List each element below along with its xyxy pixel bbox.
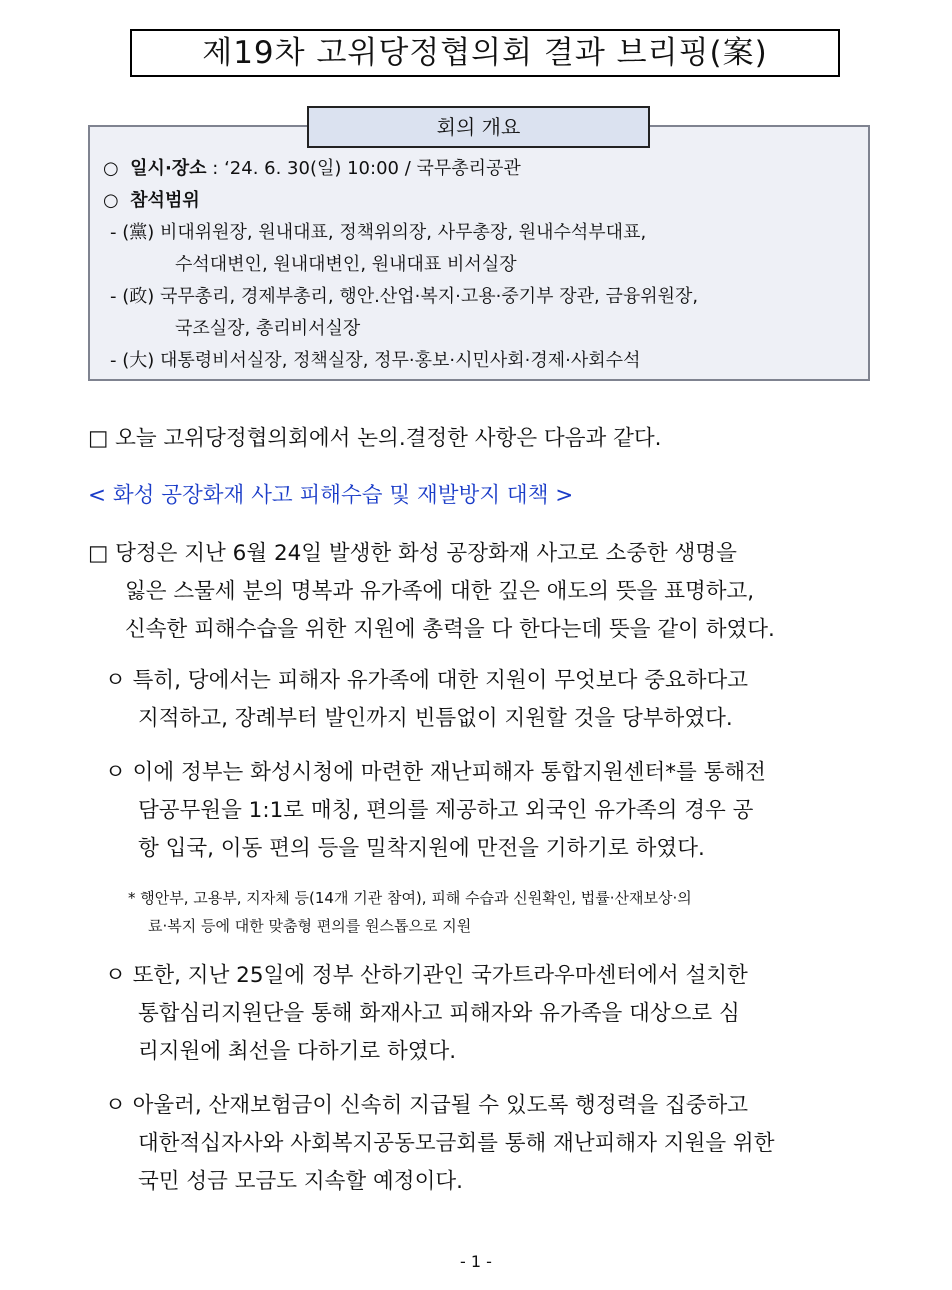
- main-para-line-2: 잃은 스물세 분의 명복과 유가족에 대한 깊은 애도의 뜻을 표명하고,: [125, 579, 755, 604]
- overview-party-line-1: - (黨) 비대위원장, 원내대표, 정책위의장, 사무총장, 원내수석부대표,: [110, 222, 647, 243]
- overview-office-line: - (大) 대통령비서실장, 정책실장, 정무·홍보·시민사회·경제·사회수석: [110, 350, 641, 371]
- overview-datetime-bullet: ○: [103, 158, 119, 179]
- overview-datetime-sep: :: [206, 158, 225, 179]
- overview-datetime-value: ‘24. 6. 30(일) 10:00 / 국무총리공관: [224, 158, 521, 179]
- bullet2-line-1: ㅇ 이에 정부는 화성시청에 마련한 재난피해자 통합지원센터*를 통해전: [105, 760, 766, 785]
- overview-datetime: [103, 157, 521, 181]
- footnote-line-1: * 행안부, 고용부, 지자체 등(14개 기관 참여), 피해 수습과 신원확인, 법률·산재보상·의: [128, 889, 692, 907]
- bullet2-line-3: 항 입국, 이동 편의 등을 밀착지원에 만전을 기하기로 하였다.: [138, 836, 705, 861]
- bullet1-line-1: ㅇ 특히, 당에서는 피해자 유가족에 대한 지원이 무엇보다 중요하다고: [105, 668, 749, 693]
- overview-scope-label: 참석범위: [130, 190, 200, 211]
- overview-scope: [103, 189, 200, 213]
- page-number: - 1 -: [460, 1252, 492, 1271]
- overview-datetime-label: 일시·장소: [130, 158, 207, 179]
- document-title: 제19차 고위당정협의회 결과 브리핑(案): [130, 29, 840, 77]
- main-para-line-3: 신속한 피해수습을 위한 지원에 총력을 다 한다는데 뜻을 같이 하였다.: [125, 617, 775, 642]
- bullet3-line-2: 통합심리지원단을 통해 화재사고 피해자와 유가족을 대상으로 심: [138, 1001, 740, 1026]
- footnote-line-2: 료·복지 등에 대한 맞춤형 편의를 원스톱으로 지원: [148, 917, 472, 935]
- overview-party-line-2: 수석대변인, 원내대변인, 원내대표 비서실장: [175, 254, 517, 275]
- bullet4-line-1: ㅇ 아울러, 산재보험금이 신속히 지급될 수 있도록 행정력을 집중하고: [105, 1093, 749, 1118]
- overview-gov-line-1: - (政) 국무총리, 경제부총리, 행안.산업·복지·고용·중기부 장관, 금융위원장,: [110, 286, 699, 307]
- bullet3-line-3: 리지원에 최선을 다하기로 하였다.: [138, 1039, 457, 1064]
- intro-paragraph: □ 오늘 고위당정협의회에서 논의.결정한 사항은 다음과 같다.: [88, 426, 662, 451]
- meeting-overview-header: 회의 개요: [307, 106, 650, 148]
- section-heading: < 화성 공장화재 사고 피해수습 및 재발방지 대책 >: [88, 483, 574, 508]
- main-para-line-1: □ 당정은 지난 6월 24일 발생한 화성 공장화재 사고로 소중한 생명을: [88, 541, 737, 566]
- overview-scope-bullet: ○: [103, 190, 119, 211]
- bullet4-line-2: 대한적십자사와 사회복지공동모금회를 통해 재난피해자 지원을 위한: [138, 1131, 775, 1156]
- bullet1-line-2: 지적하고, 장례부터 발인까지 빈틈없이 지원할 것을 당부하였다.: [138, 706, 733, 731]
- overview-gov-line-2: 국조실장, 총리비서실장: [175, 318, 361, 339]
- bullet3-line-1: ㅇ 또한, 지난 25일에 정부 산하기관인 국가트라우마센터에서 설치한: [105, 963, 748, 988]
- bullet4-line-3: 국민 성금 모금도 지속할 예정이다.: [138, 1169, 463, 1194]
- bullet2-line-2: 담공무원을 1:1로 매칭, 편의를 제공하고 외국인 유가족의 경우 공: [138, 798, 754, 823]
